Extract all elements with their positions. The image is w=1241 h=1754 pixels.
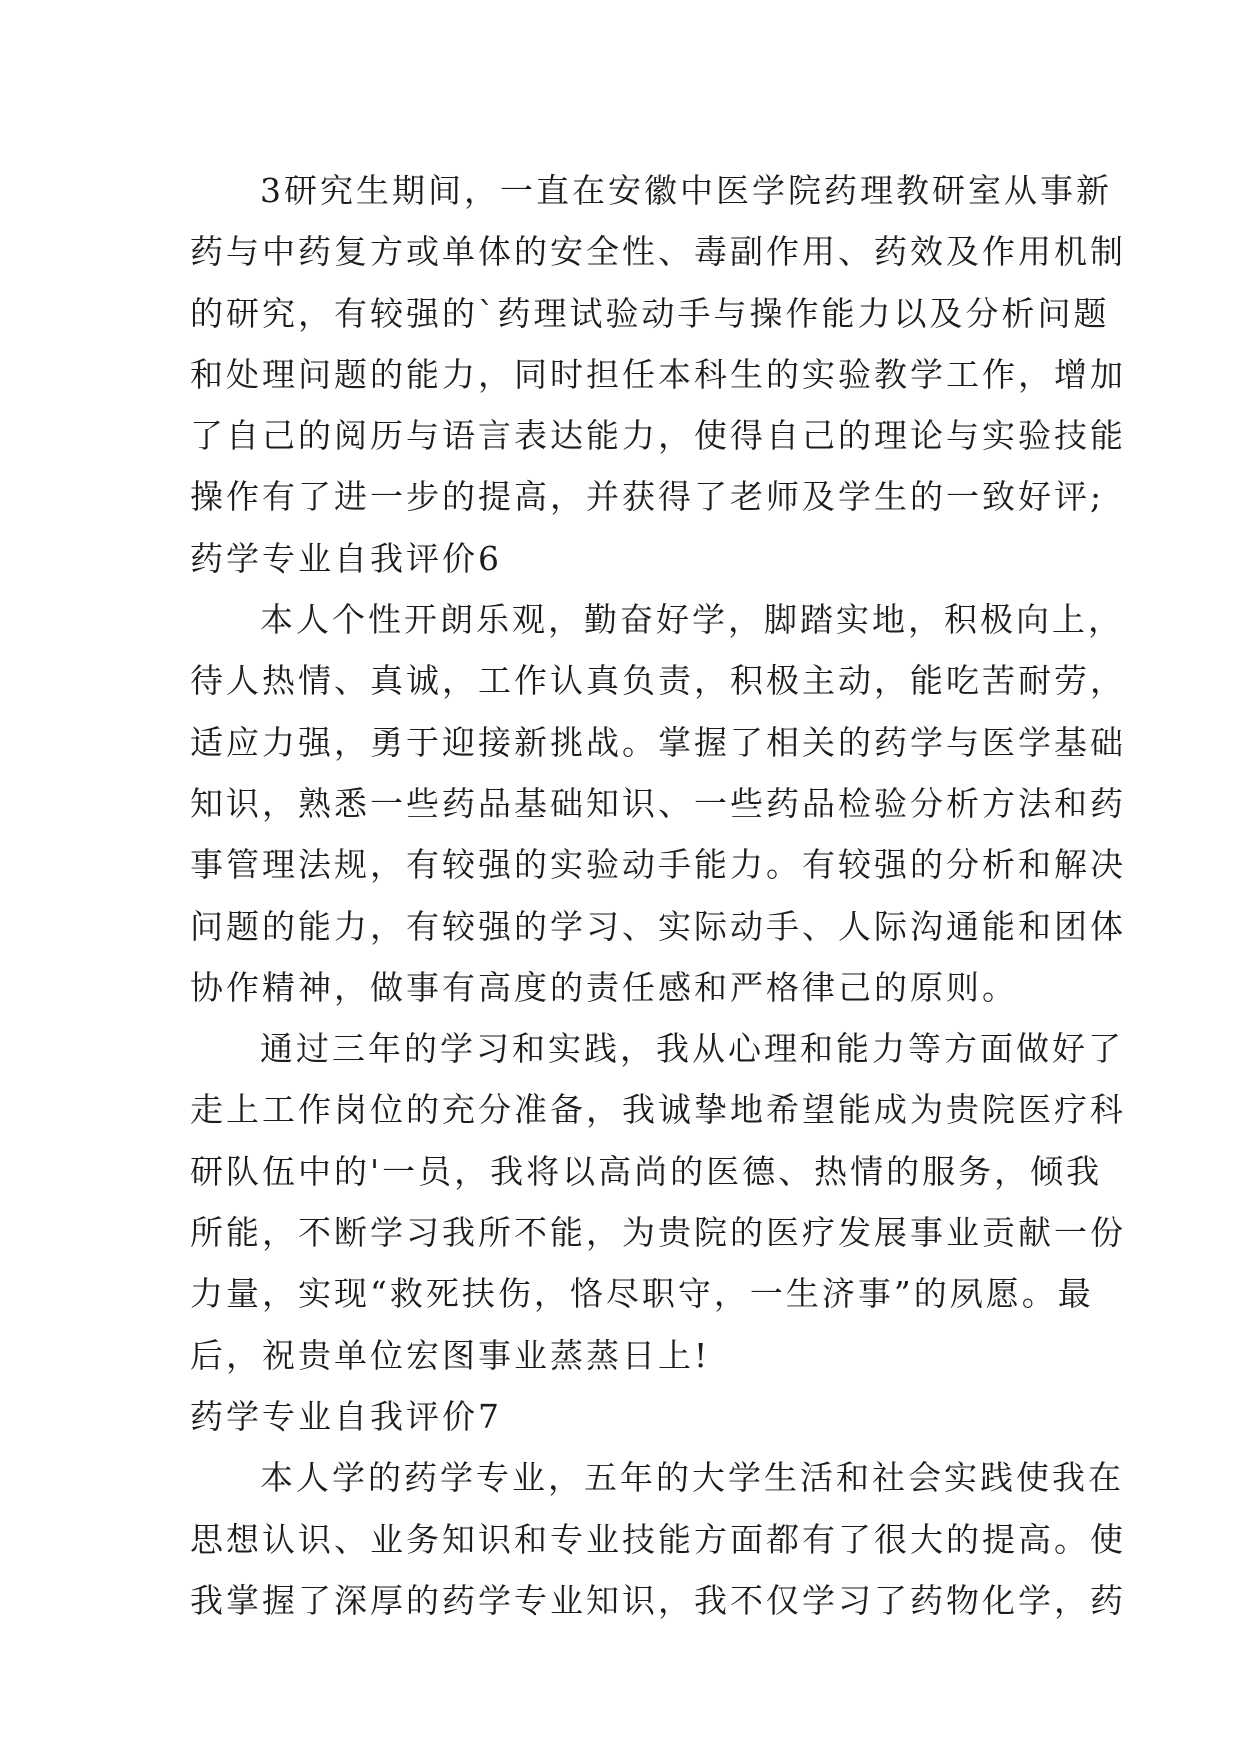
text-line: 后，祝贵单位宏图事业蒸蒸日上! <box>190 1335 711 1375</box>
text-line: 思想认识、业务知识和专业技能方面都有了很大的提高。使 <box>190 1519 1126 1559</box>
text-line: 本人学的药学专业，五年的大学生活和社会实践使我在 <box>260 1458 1124 1498</box>
text-line: 本人个性开朗乐观，勤奋好学，脚踏实地，积极向上， <box>260 600 1124 640</box>
text-line: 和处理问题的能力，同时担任本科生的实验教学工作，增加 <box>190 354 1126 394</box>
text-line: 力量，实现“救死扶伤，恪尽职守，一生济事”的夙愿。最 <box>190 1274 1094 1314</box>
text-line: 所能，不断学习我所不能，为贵院的医疗发展事业贡献一份 <box>190 1213 1126 1253</box>
section-heading: 药学专业自我评价7 <box>190 1396 502 1436</box>
text-line: 通过三年的学习和实践，我从心理和能力等方面做好了 <box>260 1029 1124 1069</box>
text-line: 3研究生期间，一直在安徽中医学院药理教研室从事新 <box>260 171 1112 210</box>
section-heading: 药学专业自我评价6 <box>190 538 502 578</box>
text-line: 知识，熟悉一些药品基础知识、一些药品检验分析方法和药 <box>190 783 1126 823</box>
text-line: 事管理法规，有较强的实验动手能力。有较强的分析和解决 <box>190 845 1126 885</box>
document-body <box>190 160 1126 1631</box>
text-line: 了自己的阅历与语言表达能力，使得自己的理论与实验技能 <box>190 416 1126 456</box>
text-line: 我掌握了深厚的药学专业知识，我不仅学习了药物化学，药 <box>190 1580 1126 1620</box>
text-line: 待人热情、真诚，工作认真负责，积极主动，能吃苦耐劳， <box>190 661 1126 701</box>
text-line: 研队伍中的'一员，我将以高尚的医德、热情的服务，倾我 <box>190 1151 1103 1191</box>
text-line: 药与中药复方或单体的安全性、毒副作用、药效及作用机制 <box>190 232 1126 272</box>
text-line: 协作精神，做事有高度的责任感和严格律己的原则。 <box>190 967 1018 1007</box>
text-line: 操作有了进一步的提高，并获得了老师及学生的一致好评; <box>190 477 1105 517</box>
text-line: 问题的能力，有较强的学习、实际动手、人际沟通能和团体 <box>190 906 1126 946</box>
text-line: 适应力强，勇于迎接新挑战。掌握了相关的药学与医学基础 <box>190 722 1126 762</box>
text-line: 走上工作岗位的充分准备，我诚挚地希望能成为贵院医疗科 <box>190 1090 1126 1130</box>
text-line: 的研究，有较强的`药理试验动手与操作能力以及分析问题 <box>190 293 1110 333</box>
